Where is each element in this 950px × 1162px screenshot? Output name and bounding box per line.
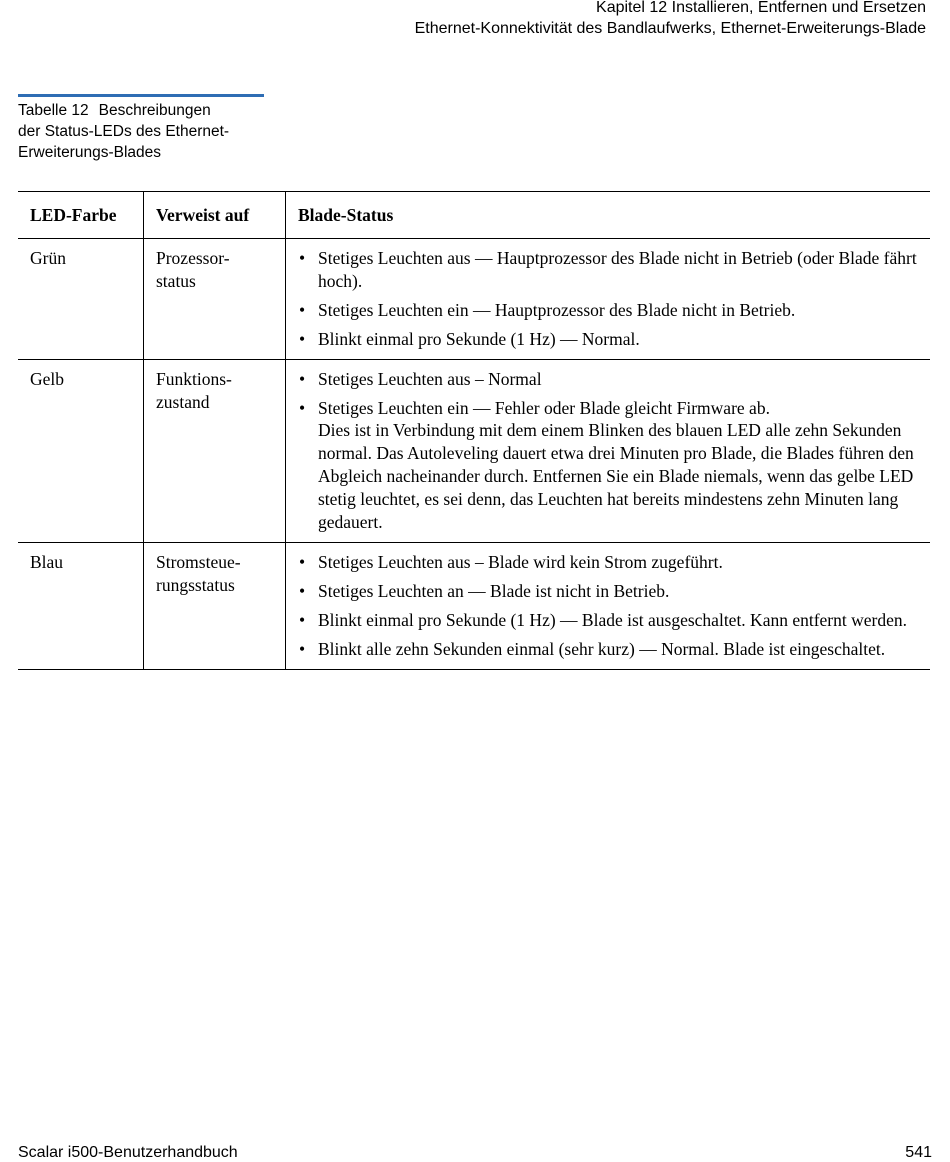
table-row-yellow [18, 360, 930, 543]
page-number: 541 [905, 1144, 932, 1161]
table-row-green [18, 239, 930, 360]
caption-line-1: Beschreibungen [98, 102, 211, 119]
footer-book-title: Scalar i500-Benutzerhandbuch [18, 1144, 238, 1161]
status-item: • Stetiges Leuchten aus – Normal [298, 368, 918, 391]
refers-to-line-2: status [156, 271, 196, 291]
header-blade-status: Blade-Status [286, 192, 931, 239]
status-item: • Stetiges Leuchten aus — Hauptprozessor des Blade nicht in Betrieb (oder Blade fährt hoch). [298, 247, 918, 293]
refers-to-line-1: Stromsteue- [156, 552, 241, 572]
status-list [298, 551, 918, 661]
table-number: Tabelle 12 [18, 102, 89, 119]
blade-status-cell [286, 360, 931, 543]
refers-to-cell [144, 239, 286, 360]
refers-to-line-1: Funktions- [156, 369, 232, 389]
running-header [415, 0, 926, 39]
led-color-cell: Gelb [30, 369, 65, 389]
caption-line-3: Erweiterungs-Blades [18, 144, 162, 161]
status-item: • Blinkt alle zehn Sekunden einmal (sehr kurz) — Normal. Blade ist eingeschaltet. [298, 638, 918, 661]
table-caption [18, 100, 268, 163]
status-item: • Blinkt einmal pro Sekunde (1 Hz) — Normal. [298, 328, 918, 351]
table-header-row [18, 192, 930, 239]
led-status-table [18, 191, 930, 670]
status-item: • Stetiges Leuchten ein — Fehler oder Blade gleicht Firmware ab. [298, 397, 918, 420]
caption-rule [18, 94, 264, 97]
status-note: Dies ist in Verbindung mit dem einem Blinken des blauen LED alle zehn Sekunden normal. Das Autoleveling dauert etwa drei Minuten pro Blade, die Blades führen den Abgleich nacheinander durch. Entfernen Sie ein Blade niemals, wenn das gelbe LED stetig leuchtet, es sei denn, das Leuchten hat bereits mindestens zehn Minuten lang gedauert. [318, 420, 914, 532]
blade-status-cell [286, 239, 931, 360]
status-item: • Blinkt einmal pro Sekunde (1 Hz) — Blade ist ausgeschaltet. Kann entfernt werden. [298, 609, 918, 632]
header-led-color: LED-Farbe [30, 205, 117, 225]
refers-to-line-2: rungsstatus [156, 575, 235, 595]
refers-to-line-1: Prozessor- [156, 248, 230, 268]
refers-to-line-2: zustand [156, 392, 210, 412]
status-item: • Stetiges Leuchten ein — Hauptprozessor des Blade nicht in Betrieb. [298, 299, 918, 322]
caption-line-2: der Status-LEDs des Ethernet- [18, 123, 230, 140]
status-item: • Stetiges Leuchten an — Blade ist nicht in Betrieb. [298, 580, 918, 603]
status-item: • Stetiges Leuchten aus – Blade wird kein Strom zugeführt. [298, 551, 918, 574]
refers-to-cell [144, 360, 286, 543]
led-color-cell: Blau [30, 552, 64, 572]
chapter-title: Kapitel 12 Installieren, Entfernen und Ersetzen [596, 0, 926, 16]
section-title: Ethernet-Konnektivität des Bandlaufwerks, Ethernet-Erweiterungs-Blade [414, 20, 926, 37]
blade-status-cell [286, 543, 931, 670]
header-refers-to: Verweist auf [144, 192, 286, 239]
refers-to-cell [144, 543, 286, 670]
status-list [298, 247, 918, 351]
led-color-cell: Grün [30, 248, 66, 268]
status-list [298, 368, 918, 420]
table-row-blue [18, 543, 930, 670]
